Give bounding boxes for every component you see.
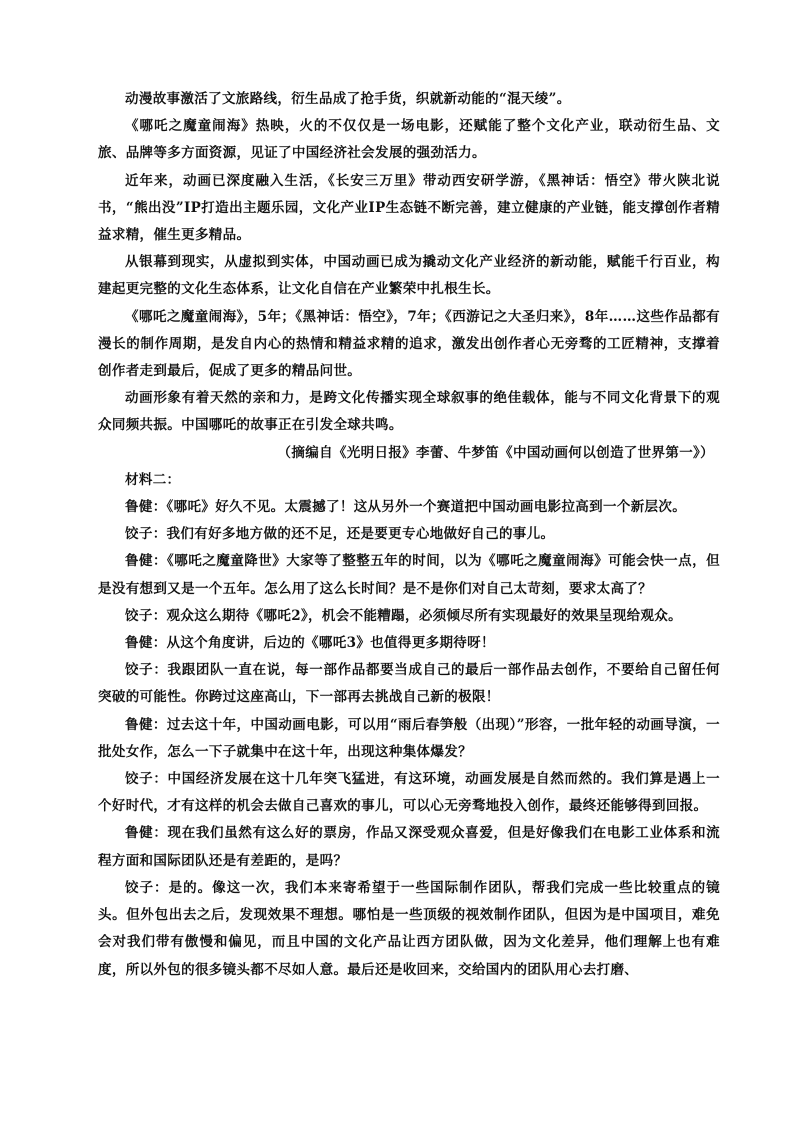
paragraph: 《哪吒之魔童闹海》，5年；《黑神话：悟空》，7年；《西游记之大圣归来》，8年……这些作品都有漫长的制作周期，是发自内心的热情和精益求精的追求，激发出创作者心无旁骛的工匠精神，支撑着创作者走到最后，促成了更多的精品问世。 — [98, 308, 720, 380]
dialogue-line: 鲁健：从这个角度讲，后边的《哪吒3》也值得更多期待呀！ — [125, 635, 495, 652]
dialogue-line: 饺子：是的。像这一次，我们本来寄希望于一些国际制作团队，帮我们完成一些比较重点的镜头。但外包出去之后，发现效果不理想。哪怕是一些顶级的视效制作团队，但因为是中国项目，难免会对我们带有傲慢和偏见，而且中国的文化产品让西方团队做，因为文化差异，他们理解上也有难度，所以外包的很多镜头都不尽如人意。最后还是收回来，交给国内的团队用心去打磨、 — [98, 879, 720, 978]
dialogue-line: 饺子：观众这么期待《哪吒2》，机会不能糟蹋，必须倾尽所有实现最好的效果呈现给观众。 — [125, 607, 682, 624]
dialogue-line: 鲁健：现在我们虽然有这么好的票房，作品又深受观众喜爱，但是好像我们在电影工业体系和流程方面和国际团队还是有差距的，是吗？ — [98, 825, 720, 869]
paragraph: 动漫故事激活了文旅路线，衍生品成了抢手货，织就新动能的“混天绫”。 — [125, 91, 571, 107]
dialogue-line: 鲁健：《哪吒之魔童降世》大家等了整整五年的时间，以为《哪吒之魔童闹海》可能会快一点，但是没有想到又是一个五年。怎么用了这么长时间？是不是你们对自己太苛刻，要求太高了？ — [98, 553, 720, 597]
dialogue-line: 饺子：我们有好多地方做的还不足，还是要更专心地做好自己的事儿。 — [125, 526, 555, 543]
material-two-heading: 材料二： — [125, 471, 181, 488]
dialogue-line: 鲁健：《哪吒》好久不见。太震撼了！这从另外一个赛道把中国动画电影拉高到一个新层次。 — [125, 499, 687, 516]
dialogue-line: 饺子：我跟团队一直在说，每一部作品都要当成自己的最后一部作品去创作，不要给自己留任何突破的可能性。你跨过这座高山，下一部再去挑战自己新的极限！ — [98, 662, 720, 706]
dialogue-line: 饺子：中国经济发展在这十几年突飞猛进，有这环境，动画发展是自然而然的。我们算是遇上一个好时代，才有这样的机会去做自己喜欢的事儿，可以心无旁骛地投入创作，最终还能够得到回报。 — [98, 771, 720, 815]
paragraph: 从银幕到现实，从虚拟到实体，中国动画已成为撬动文化产业经济的新动能，赋能千行百业，构建起更完整的文化生态体系，让文化自信在产业繁荣中扎根生长。 — [98, 254, 720, 298]
paragraph: 动画形象有着天然的亲和力，是跨文化传播实现全球叙事的绝佳载体，能与不同文化背景下的观众同频共振。中国哪吒的故事正在引发全球共鸣。 — [98, 390, 720, 434]
source-note: （摘编自《光明日报》李蕾、牛梦笛《中国动画何以创造了世界第一》） — [277, 444, 714, 461]
paragraph: 近年来，动画已深度融入生活，《长安三万里》带动西安研学游，《黑神话：悟空》带火陕北说书，“熊出没”IP打造出主题乐园，文化产业IP生态链不断完善，建立健康的产业链，能支撑创作者精益求精，催生更多精品。 — [98, 172, 720, 244]
paragraph: 《哪吒之魔童闹海》热映，火的不仅仅是一场电影，还赋能了整个文化产业，联动衍生品、文旅、品牌等多方面资源，见证了中国经济社会发展的强劲活力。 — [98, 118, 720, 162]
dialogue-line: 鲁健：过去这十年，中国动画电影，可以用“雨后春笋般（出现）”形容，一批年轻的动画导演，一批处女作，怎么一下子就集中在这十年，出现这种集体爆发？ — [98, 716, 720, 760]
document-page — [98, 86, 720, 984]
